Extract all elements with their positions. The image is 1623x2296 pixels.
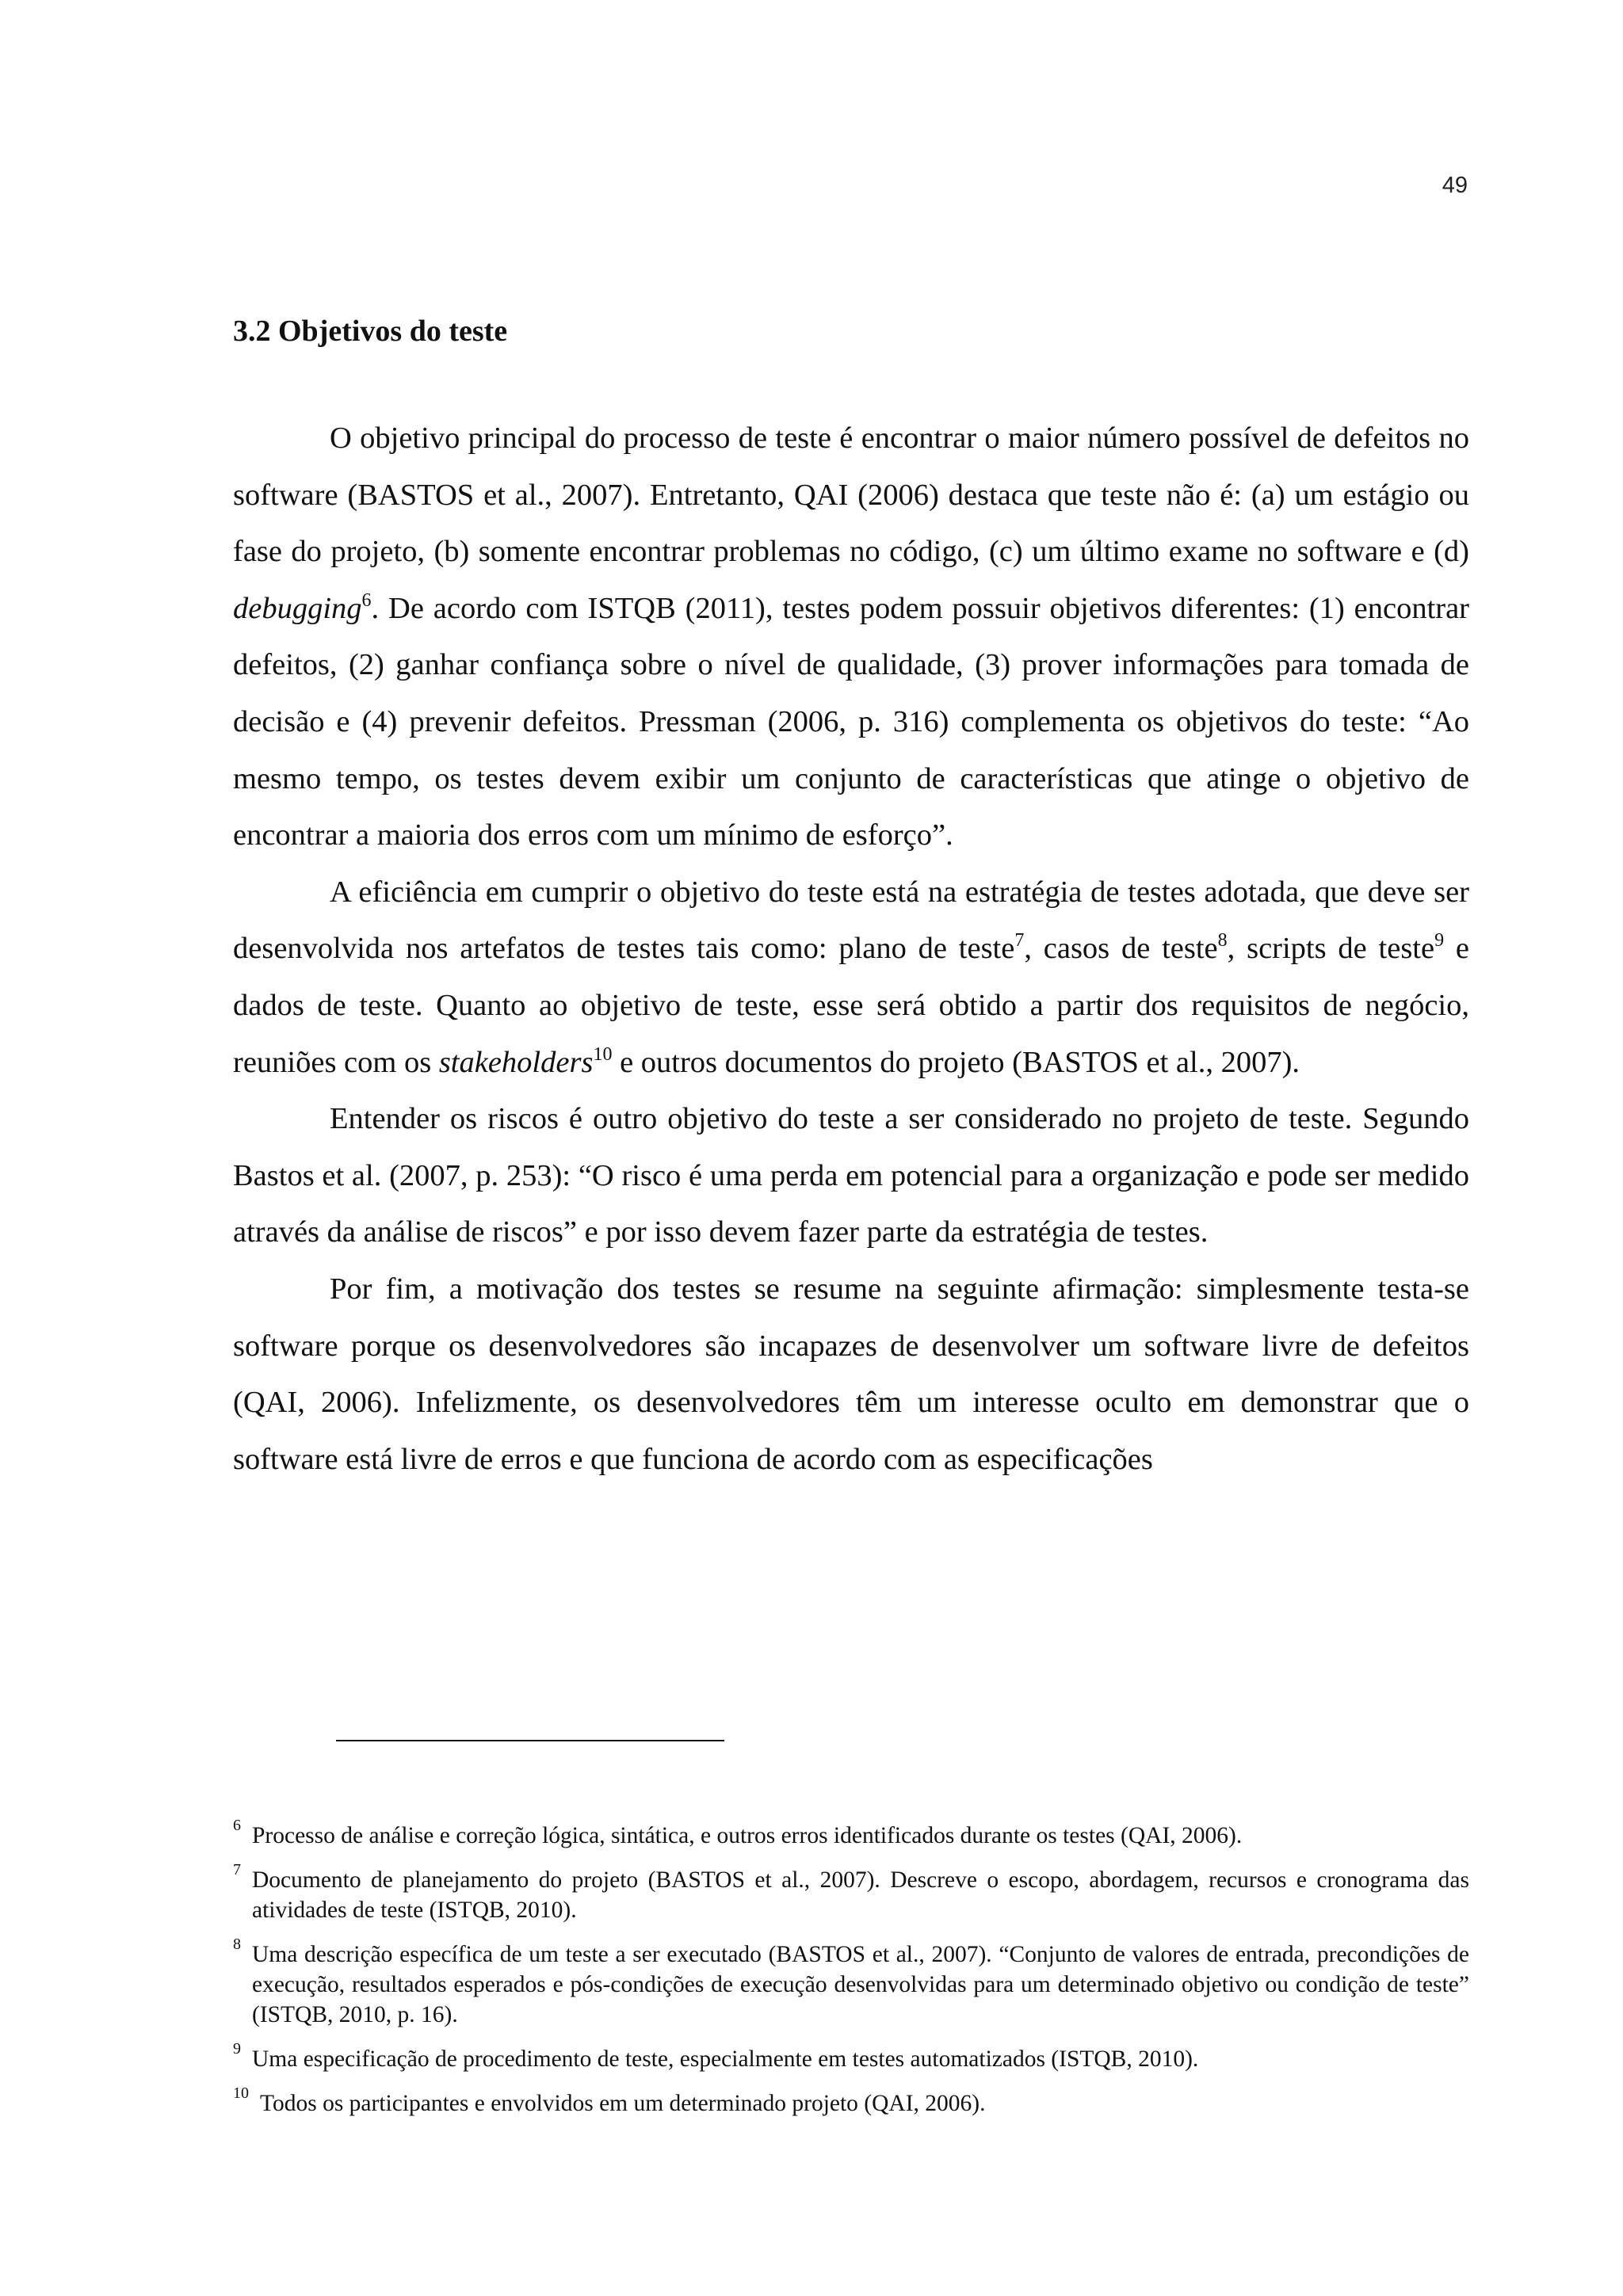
paragraph-2-text-b: , casos de teste — [1024, 932, 1218, 966]
footnote-10 — [233, 2084, 1469, 2119]
footnote-text: Uma descrição específica de um teste a ser executado (BASTOS et al., 2007). “Conjunto de valores de entrada, precondições de execução, resultados esperados e pós-condições de execução desenvolvidas para um determinado objetivo ou condição de teste” (ISTQB, 2010, p. 16). — [252, 1942, 1469, 2027]
paragraph-2-text-c: , scripts de teste — [1227, 932, 1435, 966]
footnote-9 — [233, 2040, 1469, 2074]
paragraph-4: Por fim, a motivação dos testes se resume na seguinte afirmação: simplesmente testa-se software porque os desenvolvedores são incapazes de desenvolver um software livre de defeitos (QAI, 2006). Infelizmente, os desenvolvedores têm um interesse oculto em demonstrar que o software está livre de erros e que funciona de acordo com as especificações — [233, 1272, 1469, 1476]
footnote-number: 10 — [233, 2084, 249, 2102]
section-heading: 3.2 Objetivos do teste — [233, 315, 508, 348]
footnote-ref-8[interactable]: 8 — [1217, 930, 1228, 952]
paragraph-1 — [233, 410, 1469, 864]
term-stakeholders: stakeholders — [438, 1045, 594, 1079]
paragraph-1-text-b: . De acordo com ISTQB (2011), testes podem possuir objetivos diferentes: (1) encontrar defeitos, (2) ganhar confiança sobre o nível de qualidade, (3) prover informações para tomada de decisão e (4) prevenir defeitos. Pressman (2006, p. 316) complementa os objetivos do teste: “Ao mesmo tempo, os testes devem exibir um conjunto de características que atinge o objetivo de encontrar a maioria dos erros com um mínimo de esforço”. — [233, 591, 1469, 852]
footnote-7 — [233, 1861, 1469, 1925]
paragraph-2 — [233, 864, 1469, 1091]
footnote-separator — [336, 1740, 724, 1741]
footnote-ref-7[interactable]: 7 — [1014, 930, 1025, 952]
footnote-number: 9 — [233, 2040, 241, 2058]
paragraph-2-text-d: e dados de teste. Quanto ao objetivo de teste, esse será obtido a partir dos requisitos de negócio, reuniões com os — [233, 932, 1469, 1079]
footnote-8 — [233, 1936, 1469, 2030]
footnote-text: Uma especificação de procedimento de teste, especialmente em testes automatizados (ISTQB, 2010). — [252, 2046, 1199, 2072]
paragraph-3: Entender os riscos é outro objetivo do teste a ser considerado no projeto de teste. Segundo Bastos et al. (2007, p. 253): “O risco é uma perda em potencial para a organização e pode ser medido através da análise de riscos” e por isso devem fazer parte da estratégia de testes. — [233, 1102, 1469, 1249]
footnote-number: 8 — [233, 1936, 241, 1953]
term-debugging: debugging — [233, 591, 362, 625]
footnotes — [233, 1817, 1469, 2133]
footnote-text: Documento de planejamento do projeto (BASTOS et al., 2007). Descreve o escopo, abordagem, recursos e cronograma das atividades de teste (ISTQB, 2010). — [252, 1867, 1469, 1923]
footnote-text: Processo de análise e correção lógica, sintática, e outros erros identificados durante os testes (QAI, 2006). — [252, 1823, 1243, 1848]
page-number: 49 — [1442, 173, 1468, 198]
paragraph-2-text-e: e outros documentos do projeto (BASTOS et al., 2007). — [612, 1045, 1300, 1079]
footnote-ref-9[interactable]: 9 — [1434, 930, 1445, 952]
paragraph-1-text-a: O objetivo principal do processo de teste é encontrar o maior número possível de defeitos no software (BASTOS et al., 2007). Entretanto, QAI (2006) destaca que teste não é: (a) um estágio ou fase do projeto, (b) somente encontrar problemas no código, (c) um último exame no software e (d) — [233, 421, 1469, 569]
paragraph-2-text-a: A eficiência em cumprir o objetivo do teste está na estratégia de testes adotada, que deve ser desenvolvida nos artefatos de testes tais como: plano de teste — [233, 875, 1469, 966]
footnote-6 — [233, 1817, 1469, 1851]
footnote-number: 6 — [233, 1817, 241, 1834]
footnote-number: 7 — [233, 1861, 241, 1878]
body-text — [233, 410, 1469, 1488]
footnote-ref-6[interactable]: 6 — [361, 589, 372, 611]
footnote-text: Todos os participantes e envolvidos em um determinado projeto (QAI, 2006). — [260, 2091, 986, 2116]
footnote-ref-10[interactable]: 10 — [593, 1043, 613, 1065]
